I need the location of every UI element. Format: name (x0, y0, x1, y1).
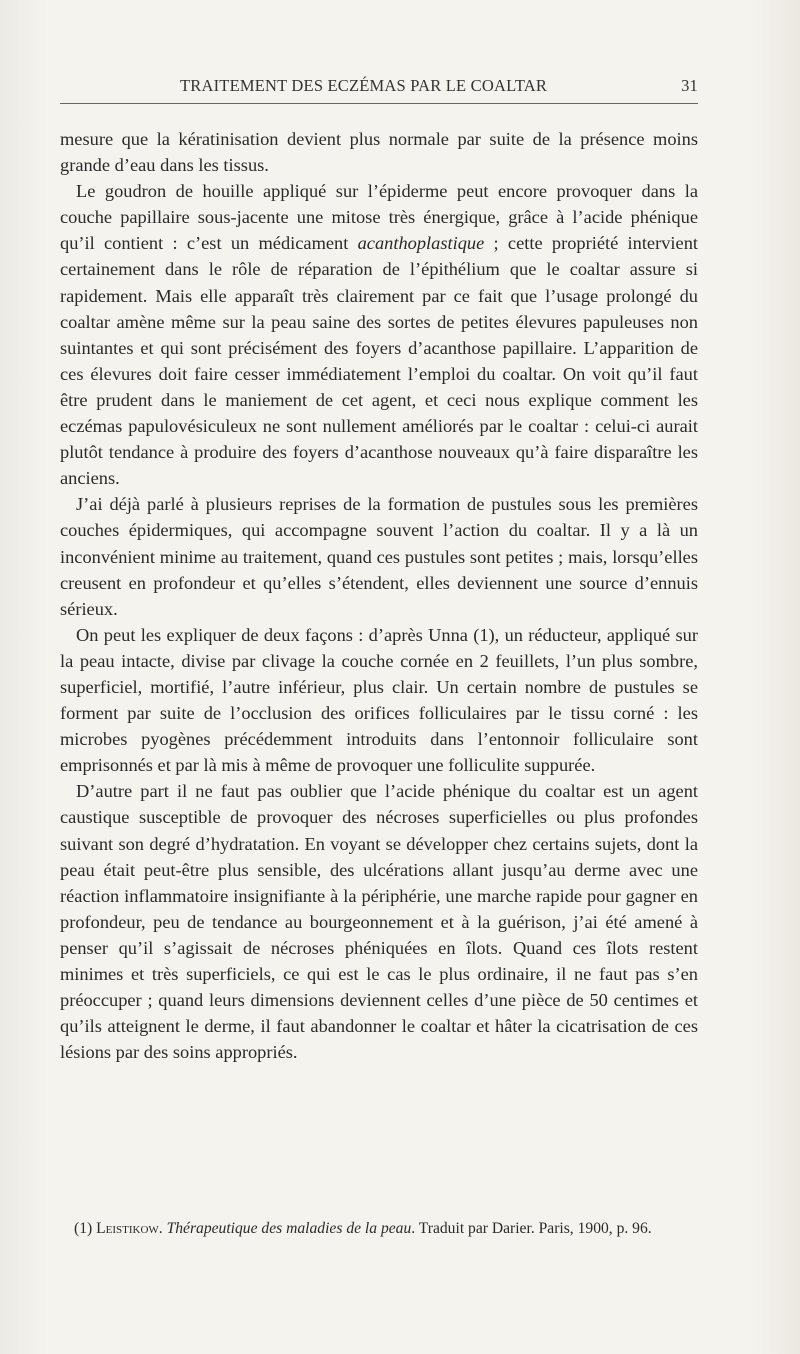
running-title: TRAITEMENT DES ECZÉMAS PAR LE COALTAR (180, 76, 548, 95)
footnote-separator: . (158, 1220, 167, 1237)
header-rule (60, 103, 698, 104)
paragraph-5: D’autre part il ne faut pas oublier que l’acide phénique du coaltar est un agent caustique susceptible de provoquer des nécroses superficielles ou plus profondes suivant son degré d’hydratation. En voyant se développer chez certains sujets, dont la peau était peut-être plus sensible, des ulcérations allant jusqu’au derme avec une réaction inflammatoire insignifiante à la périphérie, une marche rapide pour gagner en profondeur, peu de tendance au bourgeonnement et à la guérison, j’ai été amené à penser qu’il s’agissait de nécroses phéniquées en îlots. Quand ces îlots restent minimes et très superficiels, ce qui est le cas le plus ordinaire, il ne faut pas s’en préoccuper ; quand leurs dimensions deviennent celles d’une pièce de 50 centimes et qu’ils atteignent le derme, il faut abandonner le coaltar et hâter la cicatrisation de ces lésions par des soins appropriés. (60, 781, 698, 1063)
footnote-rest: . Traduit par Darier. Paris, 1900, p. 96. (411, 1220, 652, 1237)
body-text (60, 126, 698, 1065)
footnote-author: Leistikow (96, 1220, 159, 1237)
paragraph-2 (60, 178, 698, 491)
paragraph-3: J’ai déjà parlé à plusieurs reprises de la formation de pustules sous les premières couches épidermiques, qui accompagne souvent l’action du coaltar. Il y a là un inconvénient minime au traitement, quand ces pustules sont petites ; mais, lorsqu’elles creusent en profondeur et qu’elles s’étendent, elles deviennent une source d’ennuis sérieux. (60, 494, 698, 619)
paragraph-2-italic-term: acanthoplastique (357, 233, 485, 254)
paragraph-4: On peut les expliquer de deux façons : d’après Unna (1), un réducteur, appliqué sur la peau intacte, divise par clivage la couche cornée en 2 feuillets, l’un plus sombre, superficiel, mortifié, l’autre inférieur, plus clair. Un certain nombre de pustules se forment par suite de l’occlusion des orifices folliculaires par le tissu corné : les microbes pyogènes précédemment introduits dans l’entonnoir folliculaire sont emprisonnés et par là mis à même de provoquer une folliculite suppurée. (60, 624, 698, 776)
footnote (60, 1219, 698, 1239)
paragraph-2-part-a: Le goudron de houille appliqué sur l’épiderme peut encore provoquer dans la couche papillaire sous-jacente une mitose très énergique, grâce à l’acide phénique qu’il contient : c’est un médicament (60, 181, 698, 254)
footnote-book-title: Thérapeutique des maladies de la peau (166, 1220, 412, 1237)
paragraph-2-part-b: ; cette propriété intervient certainement dans le rôle de réparation de l’épithélium que le coaltar assure si rapidement. Mais elle apparaît très clairement par ce fait que l’usage prolongé du coaltar amène même sur la peau saine des sortes de petites élevures papuleuses non suintantes et qui sont précisément des foyers d’acanthose papillaire. L’apparition de ces élevures doit faire cesser immédiatement l’emploi du coaltar. On voit qu’il faut être prudent dans le maniement de cet agent, et ceci nous explique comment les eczémas papulovésiculeux ne sont nullement améliorés par le coaltar : celui-ci aurait plutôt tendance à produire des foyers d’acanthose nouveaux qu’à faire disparaître les anciens. (60, 233, 698, 489)
footnote-text (60, 1219, 698, 1239)
page-number: 31 (681, 76, 698, 95)
paragraph-1: mesure que la kératinisation devient plus normale par suite de la présence moins grande d’eau dans les tissus. (60, 129, 698, 176)
footnote-marker: (1) (74, 1220, 97, 1237)
running-header (60, 76, 698, 102)
